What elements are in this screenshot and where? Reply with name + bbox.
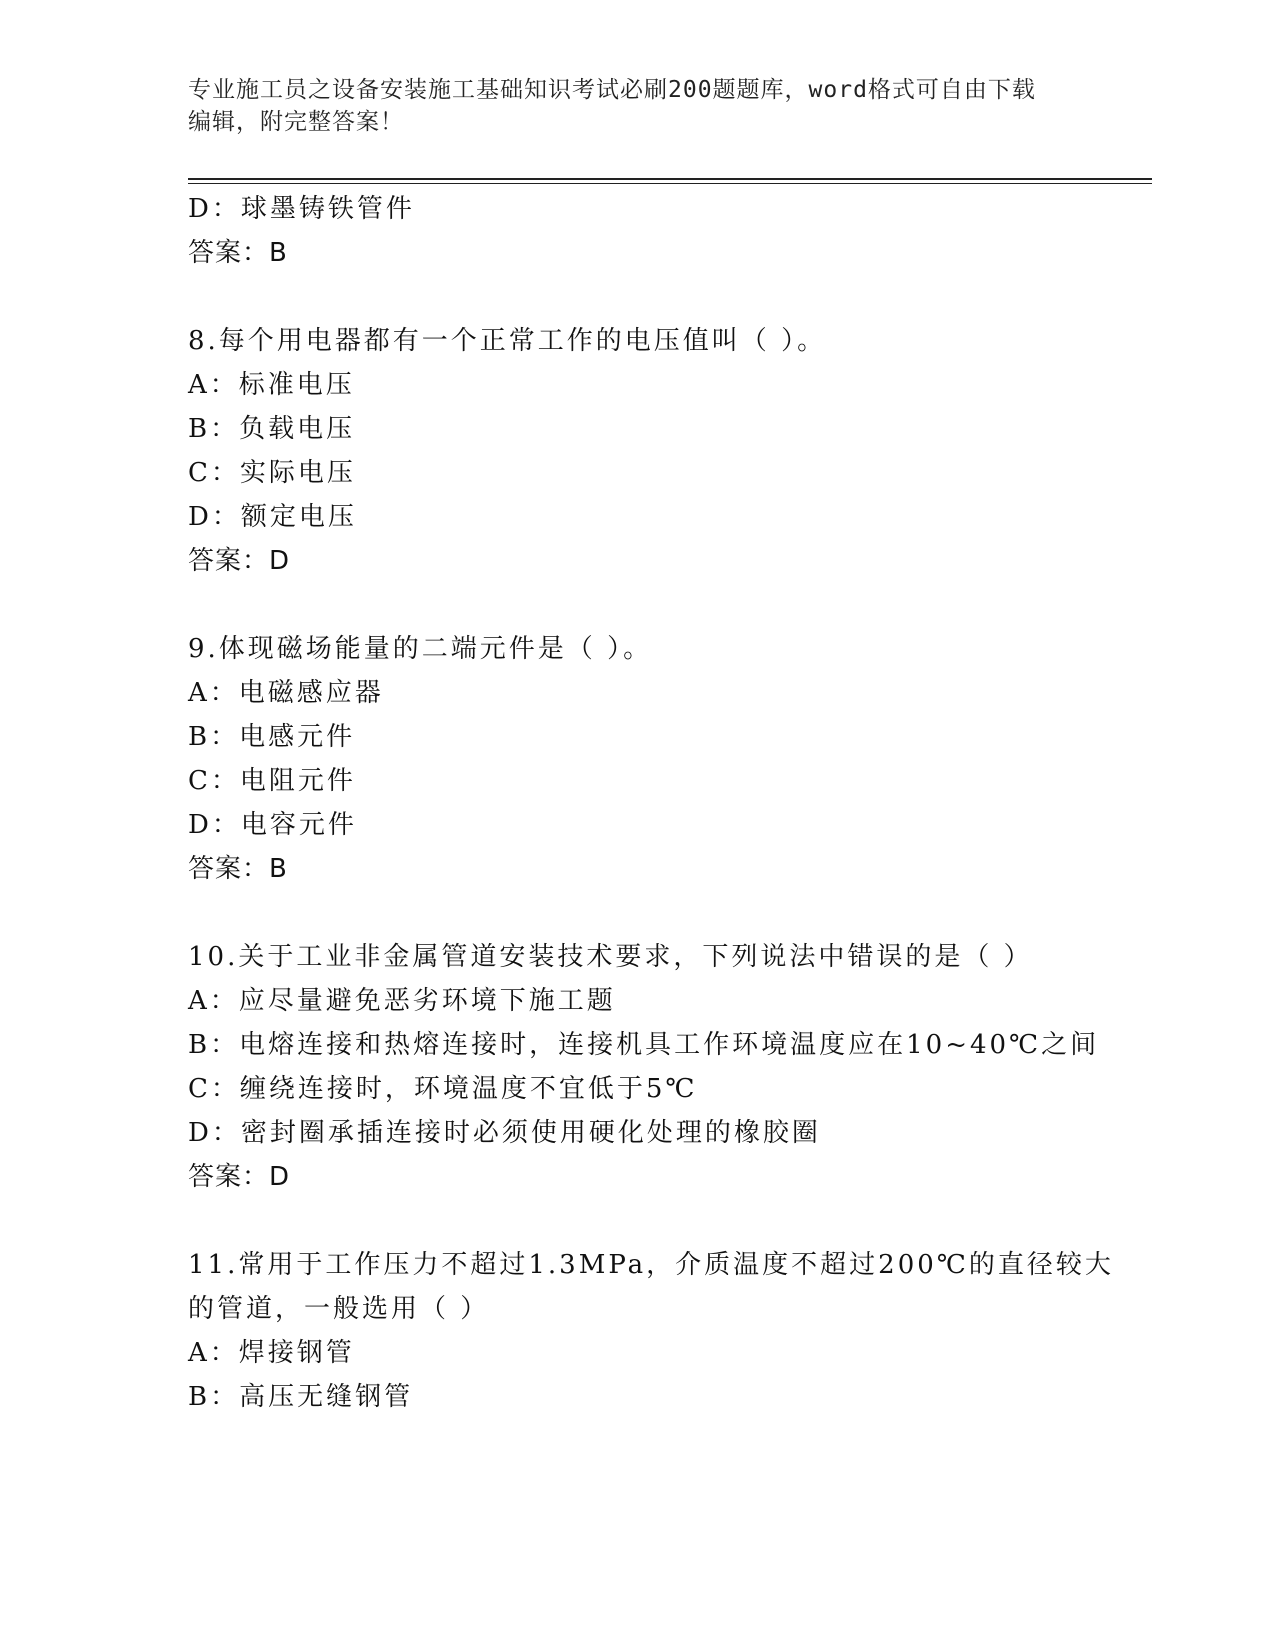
- document-header: [188, 74, 1088, 138]
- answer: 答案：D: [188, 1162, 291, 1192]
- question-stem: 9.体现磁场能量的二端元件是（ ）。: [188, 634, 653, 664]
- option-c: C：实际电压: [188, 458, 356, 488]
- question-stem-line-2: 的管道，一般选用（ ）: [188, 1294, 490, 1324]
- option-a: A：焊接钢管: [188, 1338, 355, 1368]
- option-a: A：电磁感应器: [188, 678, 384, 708]
- question-stem-line-1: 11.常用于工作压力不超过1.3MPa，介质温度不超过200℃的直径较大: [188, 1250, 1114, 1280]
- option-b: B：电感元件: [188, 722, 356, 752]
- answer: 答案：D: [188, 546, 291, 576]
- option-c: C：电阻元件: [188, 766, 356, 796]
- header-divider-thick: [188, 178, 1152, 180]
- option-c: C：缠绕连接时，环境温度不宜低于5℃: [188, 1074, 698, 1104]
- option-d: D：密封圈承插连接时必须使用硬化处理的橡胶圈: [188, 1118, 821, 1148]
- option-a: A：标准电压: [188, 370, 355, 400]
- option-d: D：球墨铸铁管件: [188, 194, 415, 224]
- question-stem: 10.关于工业非金属管道安装技术要求，下列说法中错误的是（ ）: [188, 942, 1033, 972]
- option-b: B：高压无缝钢管: [188, 1382, 414, 1412]
- answer: 答案：B: [188, 854, 288, 884]
- header-title-line-2: 编辑，附完整答案！: [188, 109, 404, 135]
- option-b: B：电熔连接和热熔连接时，连接机具工作环境温度应在10~40℃之间: [188, 1030, 1100, 1060]
- option-a: A：应尽量避免恶劣环境下施工题: [188, 986, 616, 1016]
- header-divider-thin: [188, 183, 1152, 184]
- option-d: D：电容元件: [188, 810, 357, 840]
- question-stem: 8.每个用电器都有一个正常工作的电压值叫（ ）。: [188, 326, 827, 356]
- option-b: B：负载电压: [188, 414, 356, 444]
- option-d: D：额定电压: [188, 502, 357, 532]
- answer: 答案：B: [188, 238, 288, 268]
- header-title-line-1: 专业施工员之设备安装施工基础知识考试必刷200题题库，word格式可自由下载: [188, 77, 1036, 103]
